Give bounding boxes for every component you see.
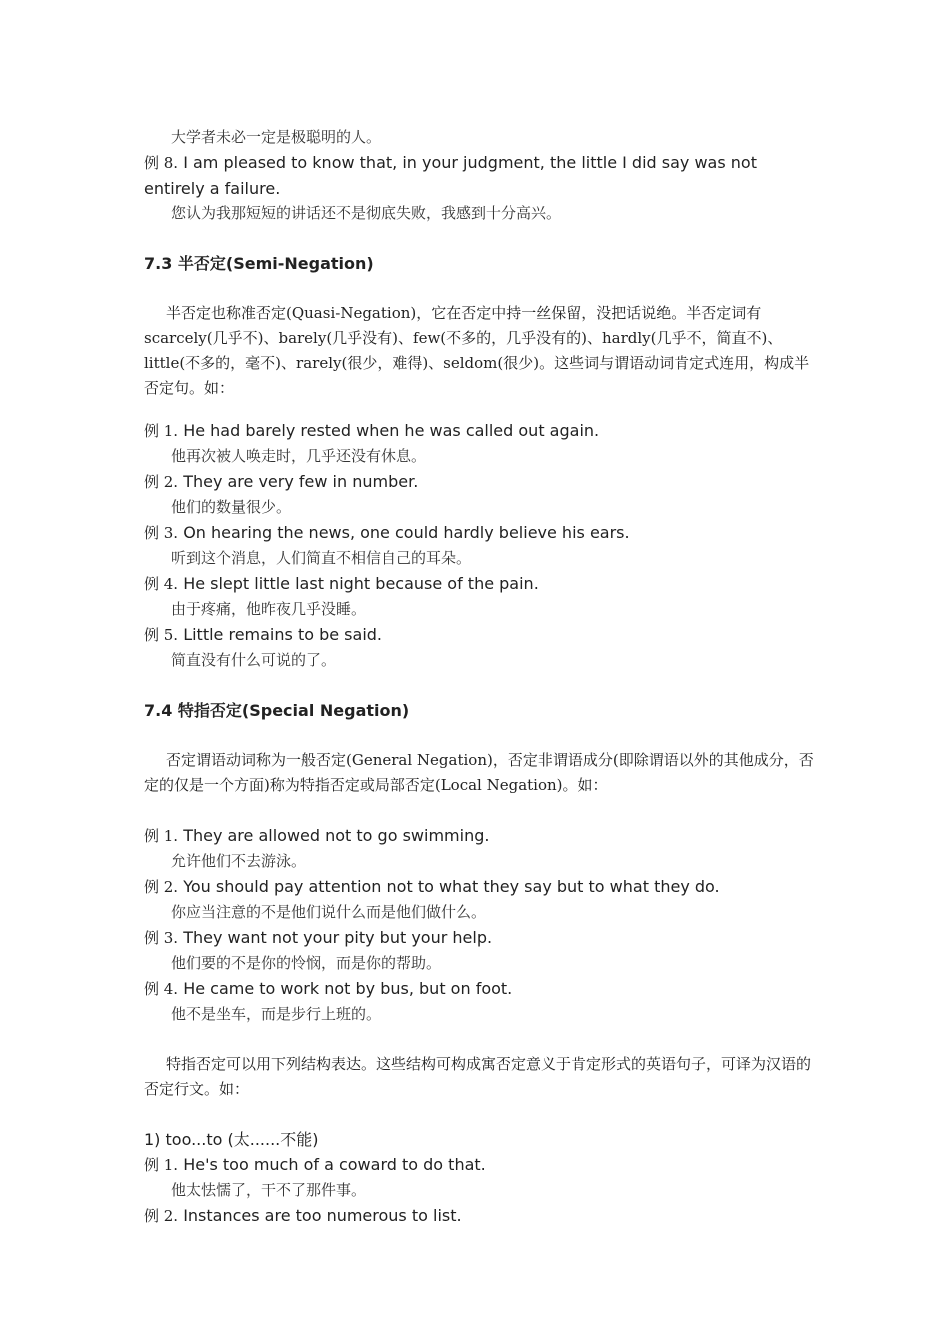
example-english: They are allowed not to go swimming. bbox=[183, 826, 490, 845]
translation-line: 你应当注意的不是他们说什么而是他们做什么。 bbox=[171, 903, 487, 921]
example-sentence bbox=[144, 418, 814, 444]
example-sentence bbox=[144, 469, 814, 495]
translation-line: 他再次被人唤走时，几乎还没有休息。 bbox=[171, 447, 427, 465]
example-sentence bbox=[144, 622, 814, 648]
example-english: Instances are too numerous to list. bbox=[183, 1206, 462, 1225]
example-label: 例 4. bbox=[144, 980, 179, 998]
example-english: On hearing the news, one could hardly believe his ears. bbox=[183, 523, 630, 542]
translation-line: 您认为我那短短的讲话还不是彻底失败，我感到十分高兴。 bbox=[171, 204, 562, 222]
example-label: 例 2. bbox=[144, 878, 179, 896]
example-sentence bbox=[144, 976, 814, 1002]
example-label: 例 1. bbox=[144, 1156, 179, 1174]
translation-line: 他们的数量很少。 bbox=[171, 498, 292, 516]
example-sentence bbox=[144, 520, 814, 546]
translation-line: 听到这个消息，人们简直不相信自己的耳朵。 bbox=[171, 549, 472, 567]
translation-line: 他太怯懦了，干不了那件事。 bbox=[171, 1181, 367, 1199]
subsection-heading-too-to: 1) too...to (太......不能) bbox=[144, 1130, 319, 1149]
example-label: 例 3. bbox=[144, 524, 179, 542]
translation-line: 大学者未必一定是极聪明的人。 bbox=[171, 128, 382, 146]
structures-intro-paragraph: 特指否定可以用下列结构表达。这些结构可构成寓否定意义于肯定形式的英语句子，可译为汉语的否定行文。如： bbox=[144, 1055, 812, 1098]
example-english: He came to work not by bus, but on foot. bbox=[183, 979, 513, 998]
section-intro-paragraph: 半否定也称准否定(Quasi-Negation)，它在否定中持一丝保留，没把话说绝。半否定词有scarcely(几乎不)、barely(几乎没有)、few(不多的，几乎没有的)、hardly(几乎不，简直不)、little(不多的，毫不)、rarely(很少，难得)、seldom(很少)。这些词与谓语动词肯定式连用，构成半否定句。如： bbox=[144, 304, 810, 397]
example-sentence bbox=[144, 1152, 814, 1178]
example-list-too-to bbox=[144, 1152, 814, 1229]
translation-line: 允许他们不去游泳。 bbox=[171, 852, 307, 870]
example-sentence bbox=[144, 823, 814, 849]
example-english: Little remains to be said. bbox=[183, 625, 382, 644]
example-list-7-4 bbox=[144, 823, 814, 1027]
example-english: He slept little last night because of the pain. bbox=[183, 574, 539, 593]
example-english: I am pleased to know that, in your judgment, the little I did say was not entirely a failure. bbox=[144, 153, 757, 198]
example-list-7-3 bbox=[144, 418, 814, 673]
example-english: They want not your pity but your help. bbox=[183, 928, 493, 947]
section-heading-7-3: 7.3 半否定(Semi-Negation) bbox=[144, 254, 374, 273]
example-label: 例 5. bbox=[144, 626, 179, 644]
example-sentence bbox=[144, 874, 814, 900]
example-label: 例 2. bbox=[144, 1207, 179, 1225]
translation-line: 他们要的不是你的怜悯，而是你的帮助。 bbox=[171, 954, 442, 972]
example-english: They are very few in number. bbox=[183, 472, 419, 491]
example-label: 例 4. bbox=[144, 575, 179, 593]
example-sentence bbox=[144, 150, 814, 201]
example-label: 例 1. bbox=[144, 422, 179, 440]
example-english: He had barely rested when he was called out again. bbox=[183, 421, 600, 440]
section-heading-7-4: 7.4 特指否定(Special Negation) bbox=[144, 701, 410, 720]
example-sentence bbox=[144, 925, 814, 951]
example-english: You should pay attention not to what they say but to what they do. bbox=[183, 877, 720, 896]
example-label: 例 2. bbox=[144, 473, 179, 491]
translation-line: 由于疼痛，他昨夜几乎没睡。 bbox=[171, 600, 367, 618]
example-sentence bbox=[144, 571, 814, 597]
example-english: He's too much of a coward to do that. bbox=[183, 1155, 486, 1174]
example-label: 例 1. bbox=[144, 827, 179, 845]
translation-line: 简直没有什么可说的了。 bbox=[171, 651, 337, 669]
section-intro-paragraph: 否定谓语动词称为一般否定(General Negation)，否定非谓语成分(即除谓语以外的其他成分，否定的仅是一个方面)称为特指否定或局部否定(Local Negation)。如： bbox=[144, 751, 814, 794]
example-label: 例 3. bbox=[144, 929, 179, 947]
example-label: 例 8. bbox=[144, 154, 179, 172]
document-page bbox=[144, 125, 814, 1229]
example-sentence bbox=[144, 1203, 814, 1229]
translation-line: 他不是坐车，而是步行上班的。 bbox=[171, 1005, 382, 1023]
